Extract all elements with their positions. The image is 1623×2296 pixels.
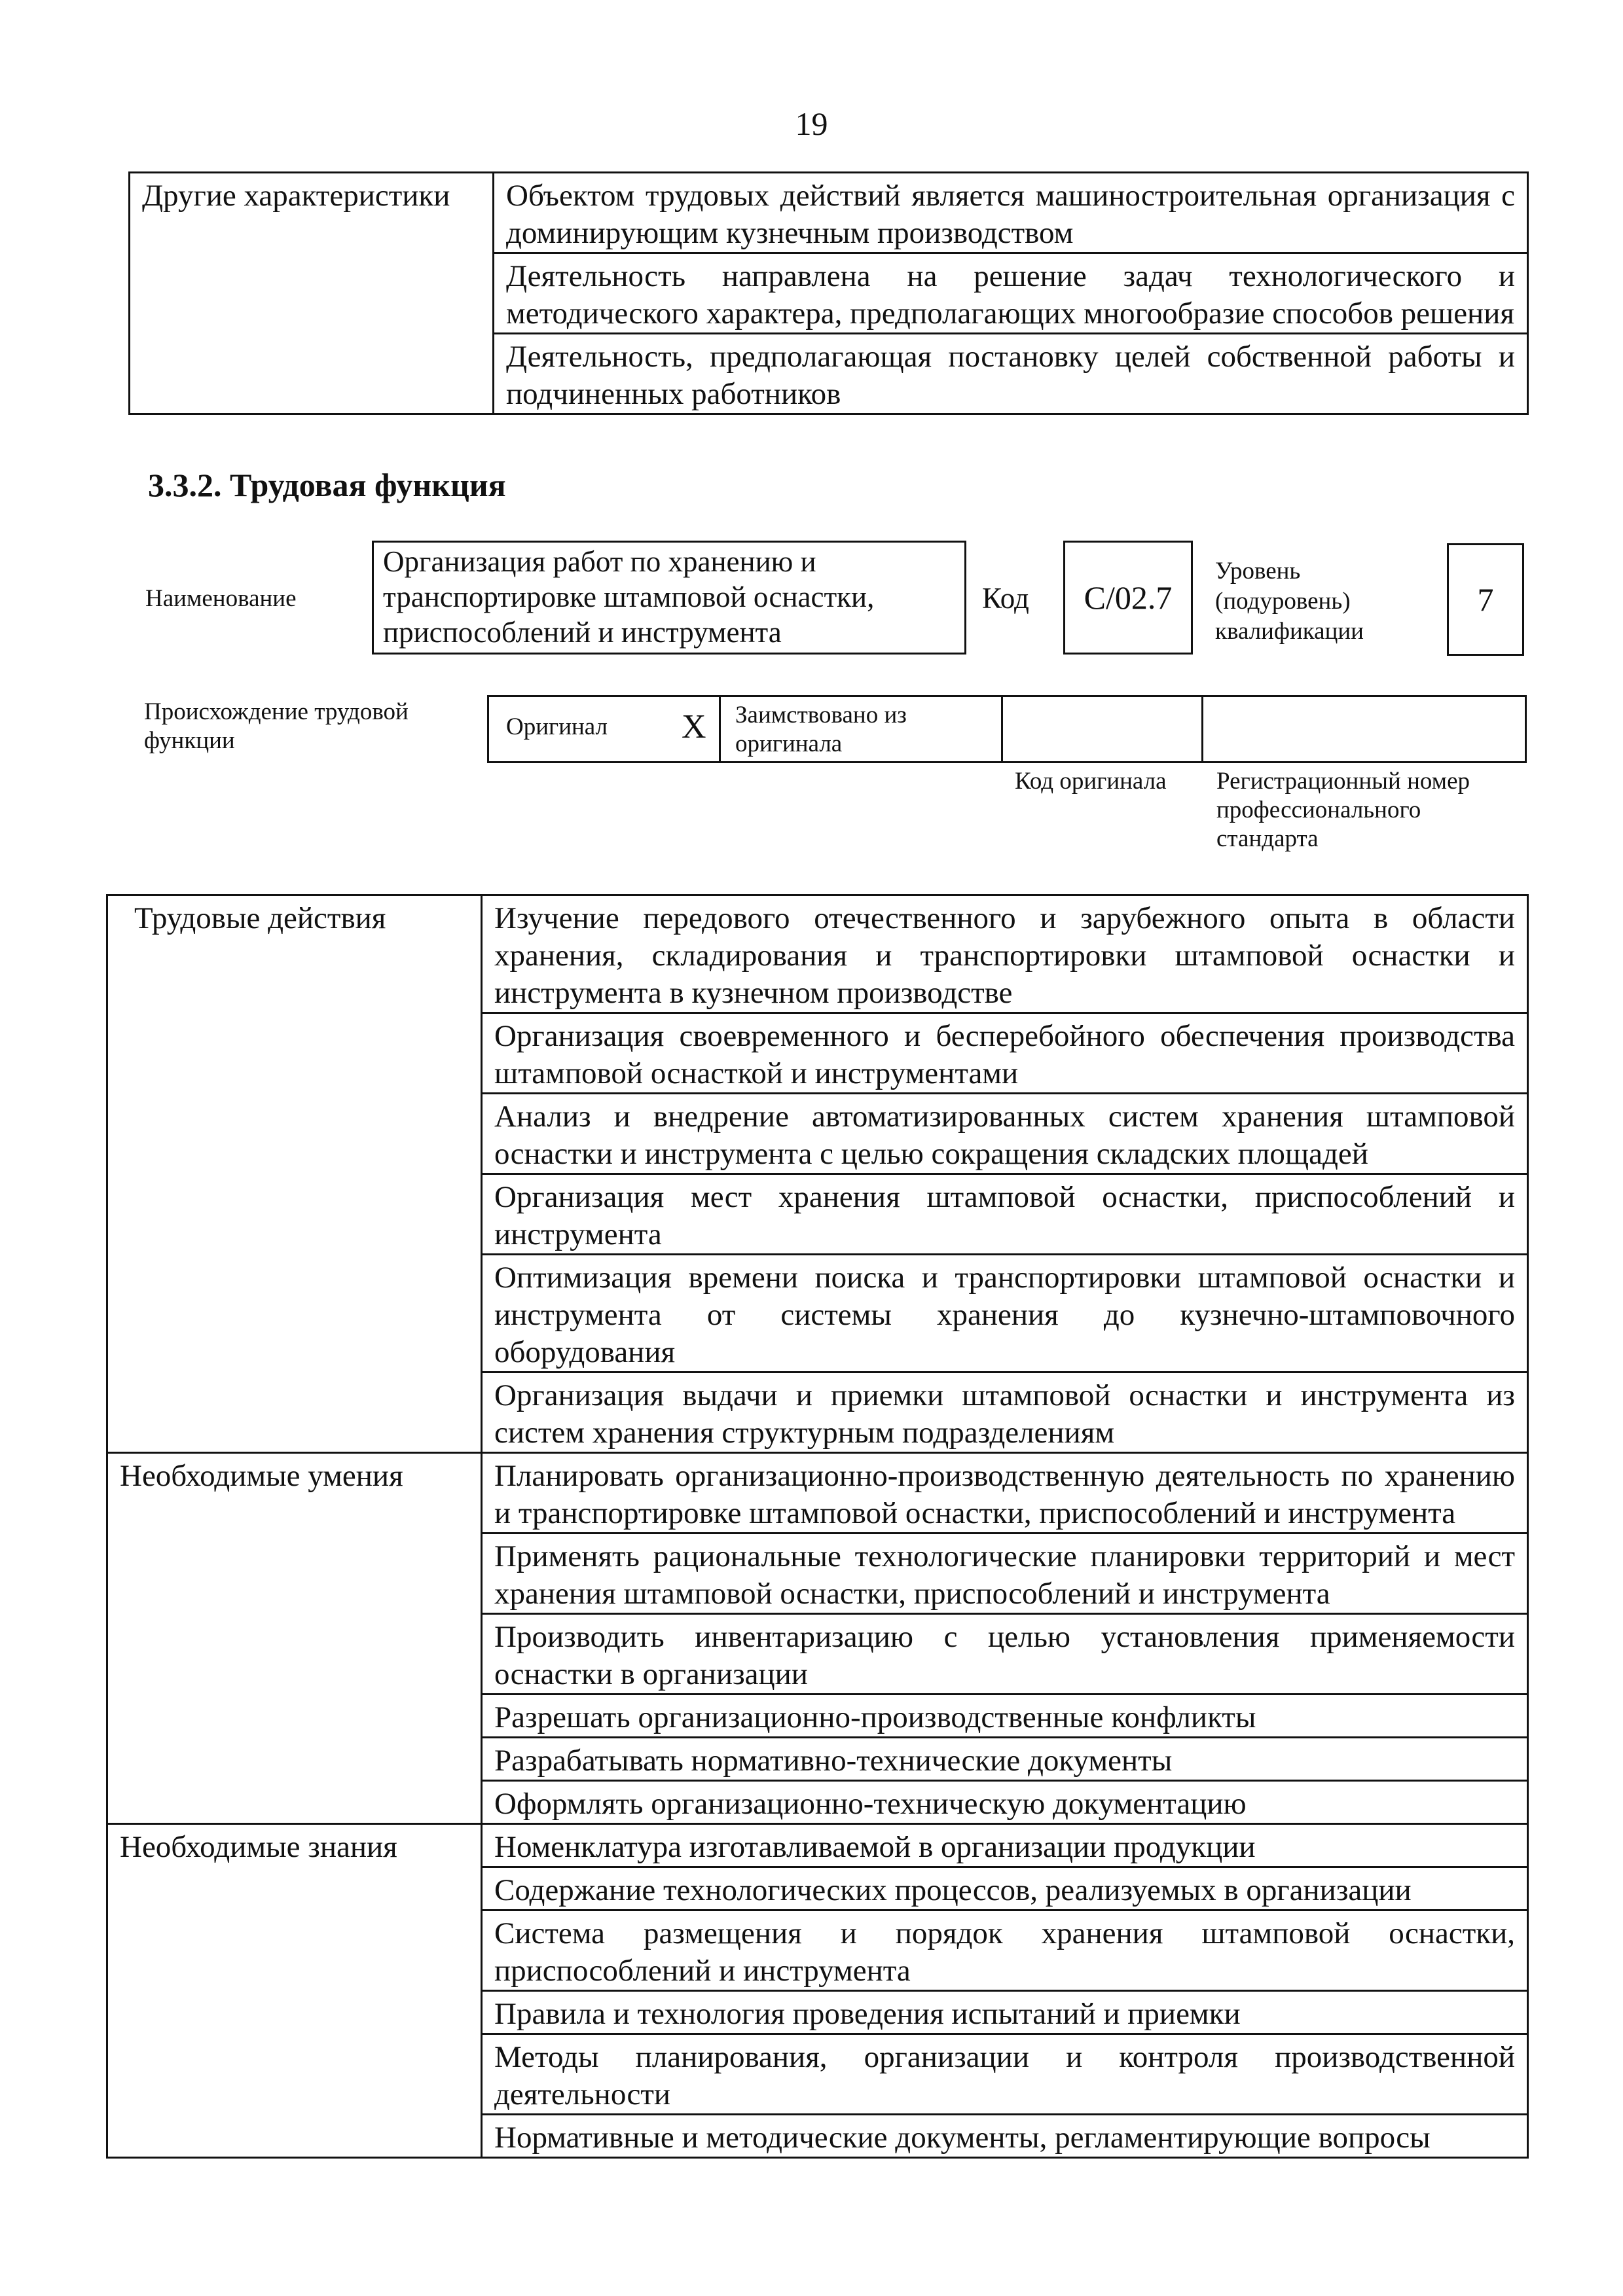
other-characteristics-label: Другие характеристики xyxy=(130,173,494,414)
knowledge-item: Система размещения и порядок хранения штамповой оснастки, приспособлений и инструмента xyxy=(482,1910,1528,1991)
borrowed-label: Заимствовано из оригинала xyxy=(735,702,907,757)
labor-action-item: Организация своевременного и бесперебойного обеспечения производства штамповой оснасткой и инструментами xyxy=(482,1013,1528,1094)
other-characteristics-item: Деятельность направлена на решение задач технологического и методического характера, предполагающих многообразие способов решения xyxy=(494,253,1528,334)
skill-item: Планировать организационно-производственную деятельность по хранению и транспортировке штамповой оснастки, приспособлений и инструмента xyxy=(482,1453,1528,1534)
knowledge-item: Номенклатура изготавливаемой в организации продукции xyxy=(482,1824,1528,1867)
qualification-level-box: 7 xyxy=(1447,543,1524,656)
original-code-caption: Код оригинала xyxy=(1015,768,1167,795)
knowledge-item: Методы планирования, организации и контроля производственной деятельности xyxy=(482,2034,1528,2115)
knowledge-item: Содержание технологических процессов, реализуемых в организации xyxy=(482,1867,1528,1910)
code-label: Код xyxy=(982,582,1029,615)
knowledge-label: Необходимые знания xyxy=(107,1824,482,2158)
section-title: 3.3.2. Трудовая функция xyxy=(148,467,506,503)
other-characteristics-table xyxy=(128,171,1529,415)
labor-actions-label: Трудовые действия xyxy=(107,895,482,1453)
labor-action-item: Изучение передового отечественного и зарубежного опыта в области хранения, складирования и транспортировки штамповой оснастки и инструмента в кузнечном производстве xyxy=(482,895,1528,1013)
origin-divider xyxy=(1201,697,1203,761)
skill-item: Разрабатывать нормативно-технические документы xyxy=(482,1738,1528,1781)
page-number: 19 xyxy=(795,105,828,142)
labor-action-item: Анализ и внедрение автоматизированных систем хранения штамповой оснастки и инструмента с целью сокращения складских площадей xyxy=(482,1094,1528,1174)
name-label: Наименование xyxy=(145,585,297,612)
skill-item: Производить инвентаризацию с целью установления применяемости оснастки в организации xyxy=(482,1614,1528,1695)
other-characteristics-item: Деятельность, предполагающая постановку целей собственной работы и подчиненных работников xyxy=(494,334,1528,414)
origin-label: Происхождение трудовой функции xyxy=(144,698,409,754)
skill-item: Применять рациональные технологические планировки территорий и мест хранения штамповой оснастки, приспособлений и инструмента xyxy=(482,1534,1528,1614)
qualification-level-label: Уровень (подуровень) квалификации xyxy=(1215,558,1364,645)
origin-row xyxy=(487,695,1527,763)
origin-divider xyxy=(719,697,721,761)
origin-divider xyxy=(1001,697,1003,761)
other-characteristics-item: Объектом трудовых действий является машиностроительная организация с доминирующим кузнечным производством xyxy=(494,173,1528,253)
labor-function-table xyxy=(106,894,1529,2159)
skill-item: Разрешать организационно-производственные конфликты xyxy=(482,1695,1528,1738)
original-mark: X xyxy=(682,708,706,745)
table-row xyxy=(107,1453,1528,1534)
table-row xyxy=(130,173,1528,253)
skills-label: Необходимые умения xyxy=(107,1453,482,1824)
knowledge-item: Нормативные и методические документы, регламентирующие вопросы xyxy=(482,2115,1528,2158)
knowledge-item: Правила и технология проведения испытаний и приемки xyxy=(482,1991,1528,2034)
function-code-box: C/02.7 xyxy=(1063,541,1193,655)
skill-item: Оформлять организационно-техническую документацию xyxy=(482,1781,1528,1824)
labor-action-item: Оптимизация времени поиска и транспортировки штамповой оснастки и инструмента от системы хранения до кузнечно-штамповочного оборудования xyxy=(482,1255,1528,1372)
labor-action-item: Организация мест хранения штамповой оснастки, приспособлений и инструмента xyxy=(482,1174,1528,1255)
original-label: Оригинал xyxy=(506,713,608,740)
table-row xyxy=(107,1824,1528,1867)
function-name-box: Организация работ по хранению и транспортировке штамповой оснастки, приспособлений и инструмента xyxy=(372,541,966,655)
registration-number-caption: Регистрационный номер профессионального стандарта xyxy=(1216,768,1470,852)
table-row xyxy=(107,895,1528,1013)
labor-action-item: Организация выдачи и приемки штамповой оснастки и инструмента из систем хранения структурным подразделениям xyxy=(482,1372,1528,1453)
